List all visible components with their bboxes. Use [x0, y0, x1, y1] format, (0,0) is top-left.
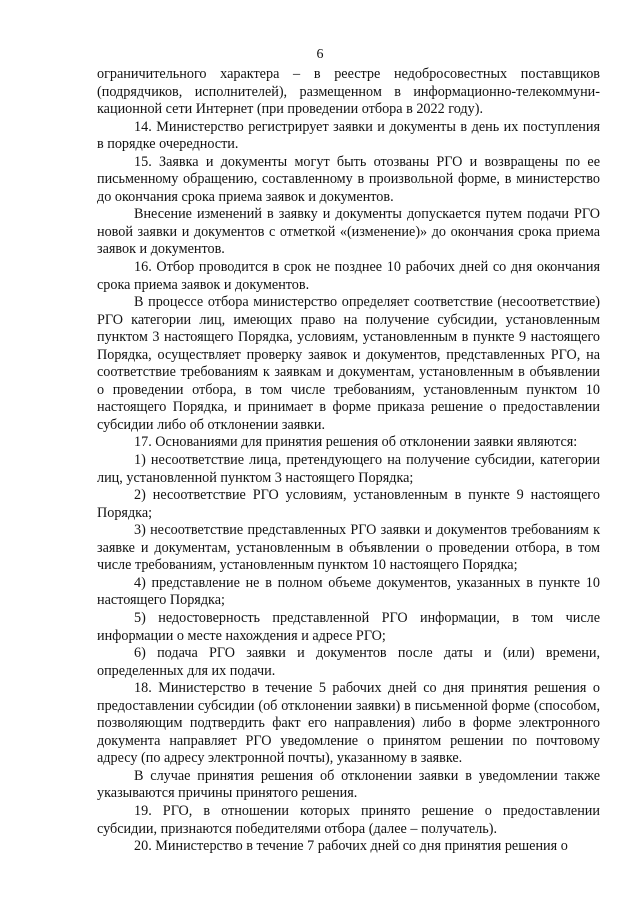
- paragraph-15-changes: Внесение изменений в заявку и документы допускается путем подачи РГО новой заявки и документов с отметкой «(изменение)» до окончания срока приема заявок и документов.: [97, 206, 600, 258]
- list-item-17-2: 2) несоответствие РГО условиям, установленным в пункте 9 настоящего Порядка;: [97, 487, 600, 521]
- list-item-17-6: 6) подача РГО заявки и документов после даты и (или) времени, определенных для их подачи.: [97, 645, 600, 679]
- document-body: [97, 66, 600, 856]
- list-item-17-1: 1) несоответствие лица, претендующего на получение субсидии, категории лиц, установленной пунктом 3 настоящего Порядка;: [97, 452, 600, 486]
- list-item-17-5: 5) недостоверность представленной РГО информации, в том числе информации о месте нахождения и адресе РГО;: [97, 609, 600, 644]
- list-item-17-4: 4) представление не в полном объеме документов, указанных в пункте 10 настоящего Порядка;: [97, 574, 600, 609]
- page-number: 6: [316, 47, 324, 62]
- paragraph-continuation: ограничительного характера – в реестре недобросовестных поставщиков (подрядчиков, исполнителей), размещенном в информационно-телекоммуникационной сети Интернет (при проведении отбора в 2022 году).: [97, 66, 600, 118]
- paragraph-18-rejection: В случае принятия решения об отклонении заявки в уведомлении также указываются причины принятого решения.: [97, 767, 600, 802]
- paragraph-19: 19. РГО, в отношении которых принято решение о предоставлении субсидии, признаются победителями отбора (далее – получатель).: [97, 802, 600, 837]
- paragraph-16-process: В процессе отбора министерство определяет соответствие (несоответствие) РГО категории лиц, имеющих право на получение субсидии, установленным пунктом 3 настоящего Порядка, условиям, установленным в пункте 9 настоящего Порядка, осуществляет проверку заявок и документов, представленных РГО, на соответствие требованиям к заявкам и документам, установленным в объявлении о проведении отбора, в том числе требованиям, установленным пунктом 10 настоящего Порядка, и принимает в форме приказа решение о предоставлении субсидии либо об отклонении заявки.: [97, 294, 600, 433]
- paragraph-15: 15. Заявка и документы могут быть отозваны РГО и возвращены по ее письменному обращению, составленному в произвольной форме, в министерство до окончания срока приема заявок и документов.: [97, 153, 600, 205]
- paragraph-20: 20. Министерство в течение 7 рабочих дней со дня принятия решения о: [134, 838, 568, 855]
- paragraph-16: 16. Отбор проводится в срок не позднее 10 рабочих дней со дня окончания срока приема заявок и документов.: [97, 259, 600, 293]
- paragraph-14: 14. Министерство регистрирует заявки и документы в день их поступления в порядке очередности.: [97, 118, 600, 153]
- list-item-17-3: 3) несоответствие представленных РГО заявки и документов требованиям к заявке и документам, установленным в объявлении о проведении отбора, в том числе требованиям, установленным пунктом 10 настоящего Порядка;: [97, 522, 600, 574]
- paragraph-18: 18. Министерство в течение 5 рабочих дней со дня принятия решения о предоставлении субсидии (об отклонении заявки) в письменной форме (способом, позволяющим подтвердить факт его направления) либо в форме электронного документа направляет РГО уведомление о принятом решении по почтовому адресу (по адресу электронной почты), указанному в заявке.: [97, 680, 600, 767]
- paragraph-17: 17. Основаниями для принятия решения об отклонении заявки являются:: [134, 434, 578, 451]
